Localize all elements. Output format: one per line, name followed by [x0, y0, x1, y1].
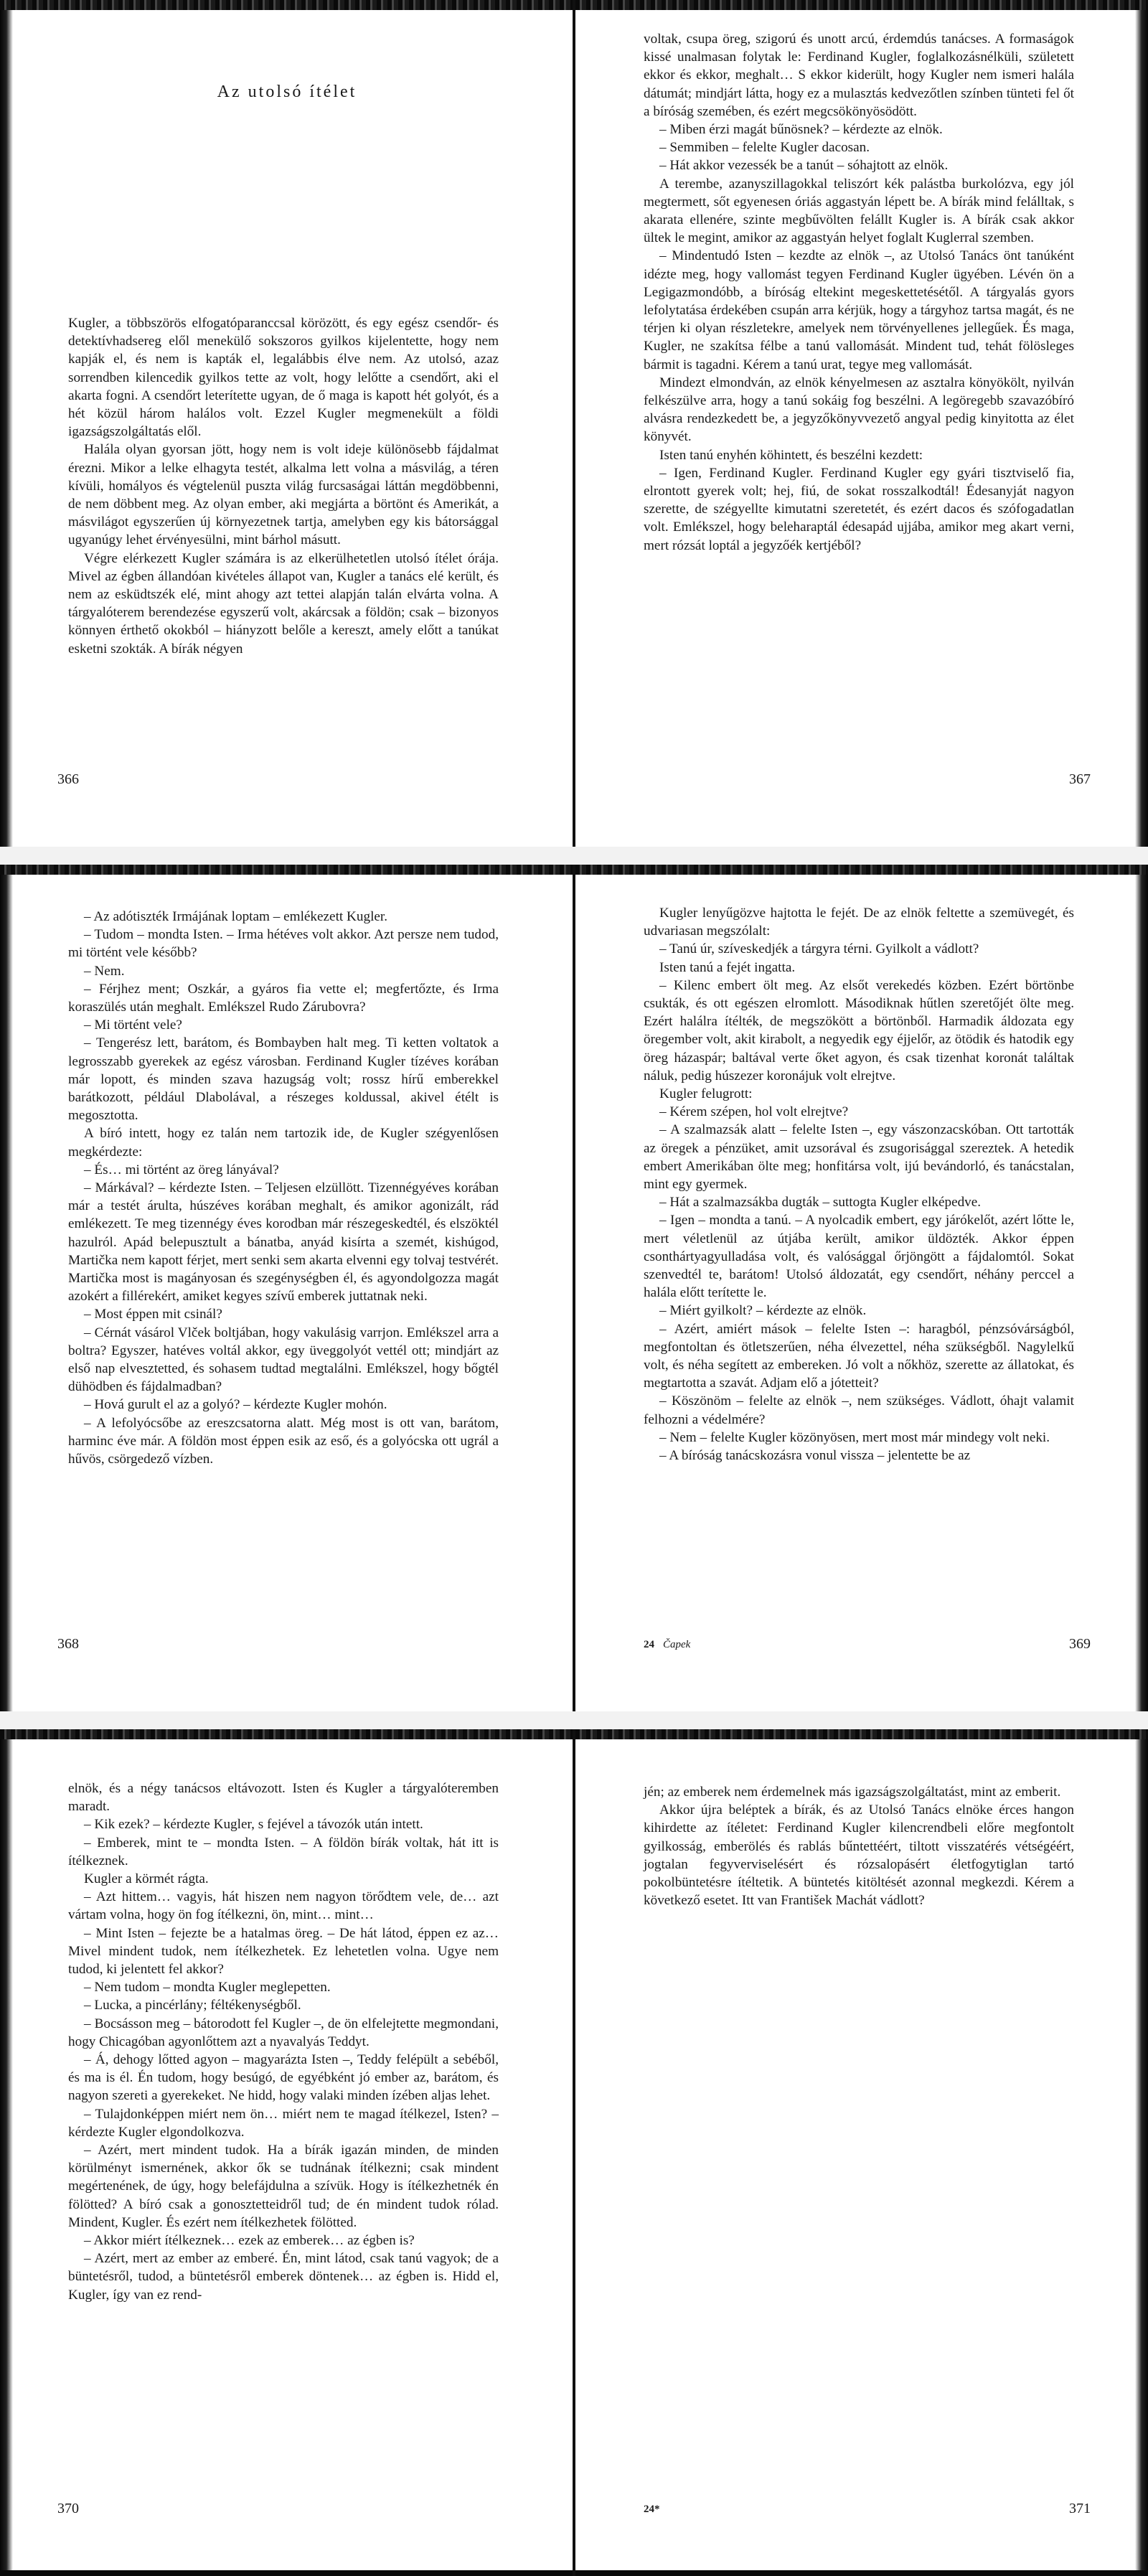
page-body	[644, 1783, 1074, 1909]
book-spread-2	[0, 865, 1148, 1711]
paragraph: – Lucka, a pincérlány; féltékenységből.	[84, 1998, 301, 2013]
page-number: 371	[1069, 2501, 1091, 2516]
paragraph: Isten tanú a fejét ingatta.	[659, 959, 796, 975]
paragraph: – Igen – mondta a tanú. – A nyolcadik embert, egy járókelőt, azért lőtte le, mert véletlenül az útjába került, amikor üldözték. Akkor éppen csonthártyagyulladása volt, és valósággal őrjöngött a fájdalomtól. Sokat szenvedtél te, barátom! Utolsó áldozatát, egy csendőrt, néhány perccel a halála előtt terítette le.	[644, 1213, 1074, 1301]
chapter-title: Az utolsó ítélet	[217, 83, 357, 101]
page-number: 369	[1069, 1636, 1091, 1652]
book-spread-1	[0, 0, 1148, 847]
paragraph: Kugler lenyűgözve hajtotta le fejét. De az elnök feltette a szemüvegét, és udvariasan megszólalt:	[644, 906, 1074, 939]
paragraph: Isten tanú enyhén köhintett, és beszélni kezdett:	[659, 447, 923, 463]
paragraph: – Férjhez ment; Oszkár, a gyáros fia vette el; megfertőzte, és Irma koraszülés után meghalt. Emlékszel Rudo Zárubovra?	[68, 981, 499, 1015]
page-body	[68, 1780, 499, 2304]
book-spread-3	[0, 1729, 1148, 2576]
paragraph: Akkor újra beléptek a bírák, és az Utolsó Tanács elnöke érces hangon kihirdette az ítéletet: Ferdinand Kugler kilencrendbeli előre megfontolt gyilkosság, emberölés és rablás bűntettéért, tiltott visszatérés vétségéért, jogtalan fegyverviselésért és rózsalopásért életfogytiglan tartó pokolbüntetésre ítéltetik. A büntetés kitöltését azonnal megkezdi. Kérem a következő esetet. Itt van František Machát vádlott?	[644, 1802, 1074, 1909]
page-370	[0, 1729, 574, 2576]
paragraph: – Nem.	[84, 963, 125, 979]
paragraph: – A lefolyócsőbe az ereszcsatorna alatt. Még most is ott van, barátom, harminc éve már. A földön most éppen esik az eső, és a golyócska ott ugrál a hűvös, csörgedező vízben.	[68, 1415, 499, 1467]
paragraph: – Köszönöm – felelte az elnök –, nem szükséges. Vádlott, óhajt valamit felhozni a védelmére?	[644, 1393, 1074, 1427]
signature-author: Čapek	[663, 1639, 691, 1650]
paragraph: – Tengerész lett, barátom, és Bombayben halt meg. Ti ketten voltatok a legrosszabb gyerekek az egész városban. Ferdinand Kugler tízéves korában már lopott, és minden szava hazugság volt; rossz hírű emberekkel barátkozott, például Dlabolával, a részeges koldussal, akivel étélt is megosztotta.	[68, 1035, 499, 1124]
paragraph: Végre elérkezett Kugler számára is az elkerülhetetlen utolsó ítélet órája. Mivel az égben állandóan kivételes állapot van, Kugler a tanács elé került, és nem az esküdtszék elé, mint ahogy azt tettei alapján talán elvárta volna. A tárgyalóterem berendezése egyszerű volt, akárcsak a földön; csak – bizonyos könnyen érthető okokból – hiányzott belőle a kereszt, amely előtt a tanúkat esketni szokták. A bírák négyen	[68, 550, 499, 657]
paragraph: – Mint Isten – fejezte be a hatalmas öreg. – De hát látod, éppen ez az… Mivel mindent tudok, nem ítélkezhetek. Ez lehetetlen volna. Ugye nem tudod, ki jelentett fel akkor?	[68, 1925, 499, 1978]
paragraph: – Tulajdonképpen miért nem ön… miért nem te magad ítélkezel, Isten? – kérdezte Kugler elgondolkozva.	[68, 2106, 499, 2140]
signature-number: 24*	[644, 2504, 660, 2515]
paragraph: – Mi történt vele?	[84, 1017, 182, 1033]
page-367	[574, 0, 1148, 847]
page-body	[68, 314, 499, 658]
paragraph: – Emberek, mint te – mondta Isten. – A földön bírák voltak, hát itt is ítélkeznek.	[68, 1835, 499, 1868]
paragraph: – Tudom – mondta Isten. – Irma hétéves volt akkor. Azt persze nem tudod, mi történt vele később?	[68, 927, 499, 961]
paragraph: Kugler felugrott:	[659, 1086, 753, 1102]
page-body	[644, 904, 1074, 1465]
paragraph: – Hová gurult el az a golyó? – kérdezte Kugler mohón.	[84, 1397, 387, 1413]
paragraph: – Á, dehogy lőtted agyon – magyarázta Isten –, Teddy felépült a sebéből, és ma is él. Én tudom, hogy besúgó, de egyébként jó ember az, barátom, és nagyon szereti a gyerekeket. Ne hidd, hogy valaki minden ízében aljas lehet.	[68, 2052, 499, 2104]
paragraph: – Azt hittem… vagyis, hát hiszen nem nagyon törődtem vele, de… azt vártam volna, hogy ön fog ítélkezni, ön, mint… mint…	[68, 1889, 499, 1923]
page-body	[644, 30, 1074, 555]
paragraph: – A bíróság tanácskozásra vonul vissza – jelentette be az	[659, 1448, 971, 1464]
page-number: 370	[57, 2501, 79, 2516]
paragraph: – Most éppen mit csinál?	[84, 1307, 222, 1322]
page-368	[0, 865, 574, 1711]
paragraph: jén; az emberek nem érdemelnek más igazságszolgáltatást, mint az emberit.	[644, 1785, 1061, 1800]
paragraph: – És… mi történt az öreg lányával?	[84, 1162, 279, 1177]
paragraph: – Hát akkor vezessék be a tanút – sóhajtott az elnök.	[659, 158, 949, 174]
paragraph: – Semmiben – felelte Kugler dacosan.	[659, 140, 870, 156]
paragraph: – Hát a szalmazsákba dugták – suttogta Kugler elképedve.	[659, 1195, 982, 1211]
page-366	[0, 0, 574, 847]
paragraph: Halála olyan gyorsan jött, hogy nem is volt ideje különösebb fájdalmat érezni. Mikor a lelke elhagyta testét, alkalma lett volna a másvilág, a téren kívüli, homályos és végtelenül puszta világ furcsaságai láttán megdöbbenni, de nem döbbent meg. Az olyan ember, aki megjárta a börtönt és Amerikát, a másvilágot egyszerűen új környezetnek tartja, amelyben egy kis bátorsággal ugyanúgy lehet érvényesülni, mint bárhol másutt.	[68, 442, 499, 548]
paragraph: elnök, és a négy tanácsos eltávozott. Isten és Kugler a tárgyalóteremben maradt.	[68, 1781, 499, 1815]
paragraph: – Tanú úr, szíveskedjék a tárgyra térni. Gyilkolt a vádlott?	[659, 941, 979, 957]
paragraph: – Nem – felelte Kugler közönyösen, mert most már mindegy volt neki.	[659, 1429, 1050, 1445]
paragraph: Kugler a körmét rágta.	[84, 1871, 209, 1887]
signature-number: 24	[644, 1639, 654, 1650]
paragraph: – Bocsásson meg – bátorodott fel Kugler –, de ön elfelejtette megmondani, hogy Chicagóban agyonlőttem azt a nyavalyás Teddyt.	[68, 2016, 499, 2049]
paragraph: – Azért, amiért mások – felelte Isten –: haragból, pénzsóvárságból, megfontoltan és ötletszerűen, néha élvezettel, néha szükségből. Nagylelkű volt, és néha segített az embereken. Jó volt a nőkhöz, szerette az állatokat, és megtartotta a szavát. Adjam elő a jótetteit?	[644, 1321, 1074, 1391]
paragraph: – Cérnát vásárol Vlček boltjában, hogy vakulásig varrjon. Emlékszel arra a boltra? Egyszer, hatéves voltál akkor, egy üveggolyót vettél ott; mindjárt az első nap elvesztetted, és sohasem tudtad megtalálni. Emlékszel, hogy bőgtél dühödben és fájdalmadban?	[68, 1325, 499, 1395]
signature-mark	[644, 2504, 660, 2516]
paragraph: – Mindentudó Isten – kezdte az elnök –, az Utolsó Tanács önt tanúként idézte meg, hogy vallomást tegyen Ferdinand Kugler ügyében. Lévén ön a Legigazmondóbb, a bíróság eltekint megeskettetésétől. A tárgyalás gyors lefolytatása érdekében csupán arra kérjük, hogy a tárgyhoz tartsa magát, és ne térjen ki olyan részletekre, amelyek nem törvényellenes jellegűek. És maga, Kugler, ne szakítsa félbe a tanú vallomását. Mindent tud, tehát fölösleges bármit is tagadni. Kérem a tanú urat, tegye meg vallomását.	[644, 248, 1074, 372]
paragraph: – Kérem szépen, hol volt elrejtve?	[659, 1104, 849, 1120]
signature-mark	[644, 1639, 690, 1651]
paragraph: Mindezt elmondván, az elnök kényelmesen az asztalra könyökölt, nyilván felkészülve arra, hogy a tanú sokáig fog beszélni. A legöregebb szavazóbíró alvásra rendezkedett be, a jegyzőkönyvvezető angyal pedig kinyitotta az élet könyvét.	[644, 375, 1074, 445]
paragraph: – A szalmazsák alatt – felelte Isten –, egy vászonzacskóban. Ott tartották az öregek a pénzüket, amit uzsorával és zsugorisággal szereztek. A hetedik embert Amerikában ölte meg; honfitársa volt, ijú bevándorló, és tanácstalan, mint egy gyermek.	[644, 1122, 1074, 1193]
paragraph: – Akkor miért ítélkeznek… ezek az emberek… az égben is?	[84, 2233, 415, 2249]
paragraph: A bíró intett, hogy ez talán nem tartozik ide, de Kugler szégyenlősen megkérdezte:	[68, 1126, 499, 1160]
paragraph: – Az adótiszték Irmájának loptam – emlékezett Kugler.	[84, 909, 388, 924]
paragraph: – Igen, Ferdinand Kugler. Ferdinand Kugler egy gyári tisztviselő fia, elrontott gyerek volt; hej, fiú, de sokat rosszalkodtál! Édesanyját nagyon szerette, de szégyellte kimutatni szeretetét, és ezért dacos és szófogadatlan volt. Emlékszel, hogy beleharaptál édesapád ujjába, amikor meg akart verni, mert rózsát loptál a jegyzőék kertjéből?	[644, 465, 1074, 553]
paragraph: – Nem tudom – mondta Kugler meglepetten.	[84, 1980, 331, 1996]
page-number: 367	[1069, 771, 1091, 787]
paragraph: voltak, csupa öreg, szigorú és unott arcú, érdemdús tanácses. A formaságok kissé unalmasan folytak le: Ferdinand Kugler, foglalkozásnélküli, született ekkor és ekkor, meghalt… S ekkor kiderült, hogy Kugler nem ismeri halála dátumát; mindjárt látta, hogy ez a mulasztás kedvezőtlen színben tünteti fel őt a bíróság szemében, és ezért megcsökönyösödött.	[644, 32, 1074, 119]
page-number: 368	[57, 1636, 79, 1652]
page-369	[574, 865, 1148, 1711]
page-371	[574, 1729, 1148, 2576]
page-number: 366	[57, 771, 79, 787]
paragraph: – Miért gyilkolt? – kérdezte az elnök.	[659, 1303, 867, 1319]
paragraph: – Márkával? – kérdezte Isten. – Teljesen elzüllött. Tizennégyéves korában már a testét árulta, húszéves korában meghalt, és amikor agonizált, rád emlékezett. Te meg tizennégy éves korodban már részegeskedtél, és elszöktél hazulról. Apád belepusztult a bánatba, anyád kisírta a szemét, kishúgod, Martička nem kapott férjet, mert senki sem akarta elvenni egy tolvaj testvérét. Martička most is magányosan és szegénységben él, és agyondolgozza magát azokért a fillérekért, amiket kegyes szívű emberek juttatnak neki.	[68, 1180, 499, 1305]
page-body	[68, 908, 499, 1468]
paragraph: – Kilenc embert ölt meg. Az elsőt verekedés közben. Ezért börtönbe csukták, és ott egészen elromlott. Másodiknak hűtlen szeretőjét ölte meg. Ezért halálra ítélték, de megszökött a börtönből. Harmadik áldozata egy öregember volt, akit kirabolt, a negyedik egy éjjelőr, az ötödik és hatodik egy öreg házaspár; baltával verte őket agyon, és csak tizenhat koronát találtak náluk, pedig húszezer koronájuk volt elrejtve.	[644, 977, 1074, 1083]
paragraph: A terembe, azanyszillagokkal teliszórt kék palástba burkolózva, egy jól megtermett, sőt egyenesen óriás aggastyán lépett be. A bírák mind felálltak, s akarata ellenére, szinte megbűvölten felállt Kugler is. A bírák csak akkor ültek le megint, amikor az aggastyán helyet foglalt Kuglerral szemben.	[644, 176, 1074, 246]
paragraph: Kugler, a többszörös elfogatóparanccsal körözött, és egy egész csendőr- és detektívhadsereg elől menekülő sokszoros gyilkos kijelentette, hogy nem kapják el, és nem is kapták el, legalábbis élve nem. Az utolsó, azaz sorrendben kilencedik gyilkos tette az volt, hogy lelőtte a csendőrt, aki el akarta fogni. A csendőrt leterítette ugyan, de ő maga is kapott hét golyót, és a hét közül három halálos volt. Ezzel Kugler megmenekült a földi igazságszolgáltatás elől.	[68, 316, 499, 440]
paragraph: – Azért, mert mindent tudok. Ha a bírák igazán minden, de minden körülményt ismernének, akkor ők se tudnának ítélkezni; csak mindent megértenének, de úgy, hogy belefájdulna a szívük. Hogy is ítélkezhetnék én fölötted? A bíró csak a gonosztetteidről tud; de én mindent tudok rólad. Mindent, Kugler. És ezért nem ítélkezhetek fölötted.	[68, 2143, 499, 2230]
paragraph: – Azért, mert az ember az emberé. Én, mint látod, csak tanú vagyok; de a büntetésről, tudod, a büntetésről emberek döntenek… az égben is. Hidd el, Kugler, így van ez rend-	[68, 2251, 499, 2303]
paragraph: – Miben érzi magát bűnösnek? – kérdezte az elnök.	[659, 122, 943, 138]
paragraph: – Kik ezek? – kérdezte Kugler, s fejével a távozók után intett.	[84, 1817, 423, 1833]
